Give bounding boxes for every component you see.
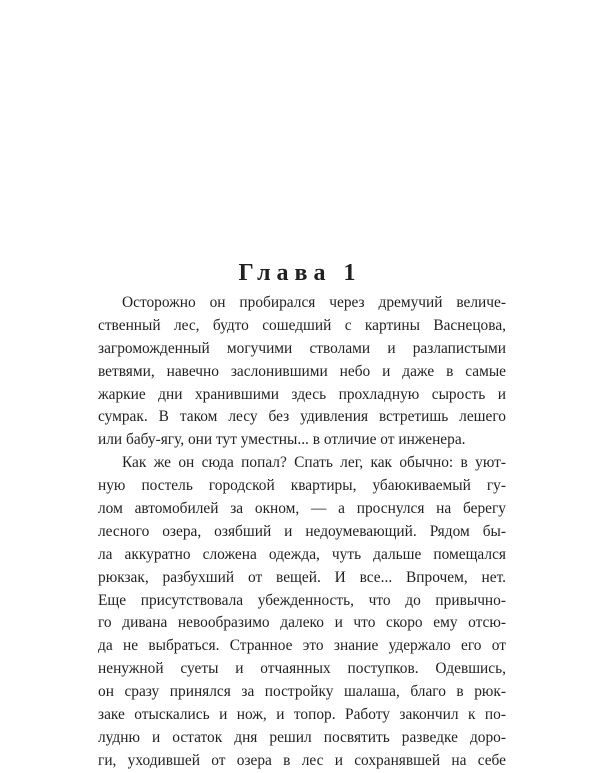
text-line: Осторожно он пробирался через дремучий величе- (122, 294, 506, 311)
text-line: лудню и остаток дня решил посвятить разведке доро- (98, 728, 506, 746)
text-line: Еще присутствовала убежденность, что до привычно- (98, 591, 506, 609)
text-line: ненужной суеты и отчаянных поступков. Одевшись, (98, 660, 506, 678)
text-line: или бабу-ягу, они тут уместны... в отличие от инженера. (98, 431, 466, 449)
text-line: сумрак. В таком лесу без удивления встретишь лешего (98, 408, 506, 426)
text-line: ги, уходившей от озера в лес и сохранявшей на себе (98, 751, 506, 769)
text-line: Как же он сюда попал? Спать лег, как обычно: в уют- (122, 454, 506, 472)
text-line: лом автомобилей за окном, — а проснулся на берегу (98, 500, 506, 518)
text-line: лесного озера, озябший и недоумевающий. Рядом бы- (98, 522, 506, 540)
body-text (98, 292, 506, 773)
text-line: да не выбраться. Странное это знание удержало его от (98, 637, 506, 655)
text-line: рюкзак, разбухший от вещей. И все... Впрочем, нет. (98, 568, 506, 586)
chapter-title: Глава 1 (238, 260, 362, 286)
text-line: ную постель городской квартиры, убаюкиваемый гу- (98, 477, 506, 495)
text-line: ветвями, навечно заслонившими небо и даже в самые (98, 362, 506, 380)
text-line: го дивана невообразимо далеко и что скоро ему отсю- (98, 614, 506, 632)
text-line: он сразу принялся за постройку шалаша, благо в рюк- (98, 683, 506, 701)
text-line: жаркие дни хранившими здесь прохладную сырость и (98, 385, 506, 403)
text-line: загроможденный могучими стволами и разлапистыми (98, 339, 506, 357)
text-line: ственный лес, будто сошедший с картины Васнецова, (98, 316, 506, 334)
text-line: заке отыскались и нож, и топор. Работу закончил к по- (98, 706, 506, 724)
text-line: ла аккуратно сложена одежда, чуть дальше помещался (98, 545, 506, 563)
